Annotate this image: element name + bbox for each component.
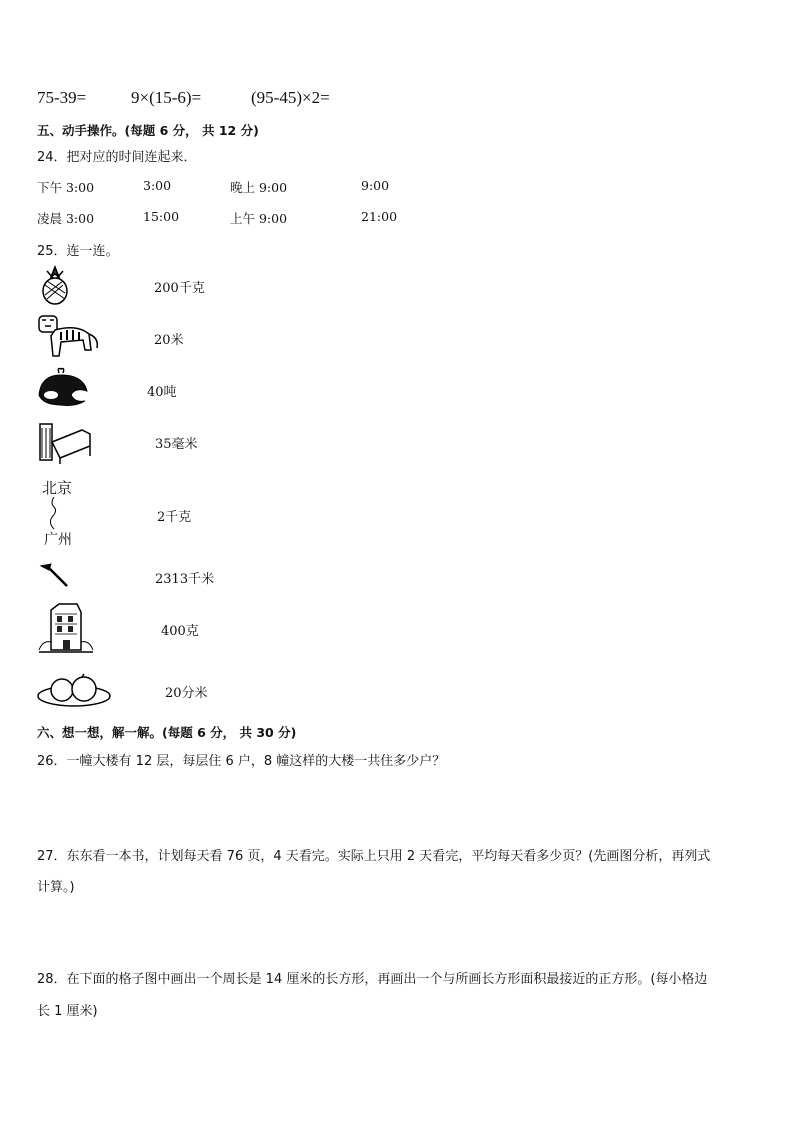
time-row1-b: 3:00 [143, 178, 172, 193]
time-row1-c: 晚上 9:00 [230, 180, 288, 195]
building-icon [37, 600, 95, 654]
time-row2-d: 21:00 [361, 209, 398, 224]
measure-2: 20米 [154, 333, 184, 348]
measure-3: 40吨 [147, 385, 177, 400]
question-28-line2: 长 1 厘米) [37, 1004, 98, 1019]
section-5-title: 五、动手操作。(每题 6 分， 共 12 分) [37, 123, 259, 138]
time-row2-a: 凌晨 3:00 [37, 211, 95, 226]
question-27-line1: 27．东东看一本书，计划每天看 76 页，4 天看完。实际上只用 2 天看完，平均每天看多少页？(先画图分析，再列式 [37, 849, 711, 864]
measure-4: 35毫米 [155, 437, 198, 452]
question-25: 25．连一连。 [37, 244, 119, 259]
equation-2: 9×(15-6)= [131, 88, 202, 107]
beijing-guangzhou-map-icon [40, 477, 80, 549]
bed-icon [36, 418, 94, 464]
measure-6: 2313千米 [155, 572, 215, 587]
question-26: 26．一幢大楼有 12 层，每层住 6 户，8 幢这样的大楼一共住多少户？ [37, 754, 446, 769]
time-row2-c: 上午 9:00 [230, 211, 288, 226]
tiger-icon [37, 312, 103, 360]
measure-8: 20分米 [165, 686, 208, 701]
equation-1: 75-39= [37, 88, 87, 107]
map-label-beijing: 北京 [42, 479, 73, 497]
time-row2-b: 15:00 [143, 209, 180, 224]
section-6-title: 六、想一想，解一解。(每题 6 分， 共 30 分) [37, 725, 297, 740]
map-label-guangzhou: 广州 [44, 532, 72, 548]
measure-5: 2千克 [157, 510, 192, 525]
time-row1-d: 9:00 [361, 178, 390, 193]
pineapple-icon [35, 265, 75, 305]
question-28-line1: 28．在下面的格子图中画出一个周长是 14 厘米的长方形，再画出一个与所画长方形面积最接近的正方形。(每小格边 [37, 972, 708, 987]
question-27-line2: 计算。) [37, 880, 75, 895]
time-row1-a: 下午 3:00 [37, 180, 95, 195]
whale-icon [35, 365, 91, 407]
nail-icon [37, 560, 73, 590]
measure-1: 200千克 [154, 281, 205, 296]
question-24: 24．把对应的时间连起来． [37, 150, 197, 165]
fruit-plate-icon [36, 672, 112, 708]
measure-7: 400克 [161, 624, 199, 639]
equation-3: (95-45)×2= [251, 88, 330, 107]
